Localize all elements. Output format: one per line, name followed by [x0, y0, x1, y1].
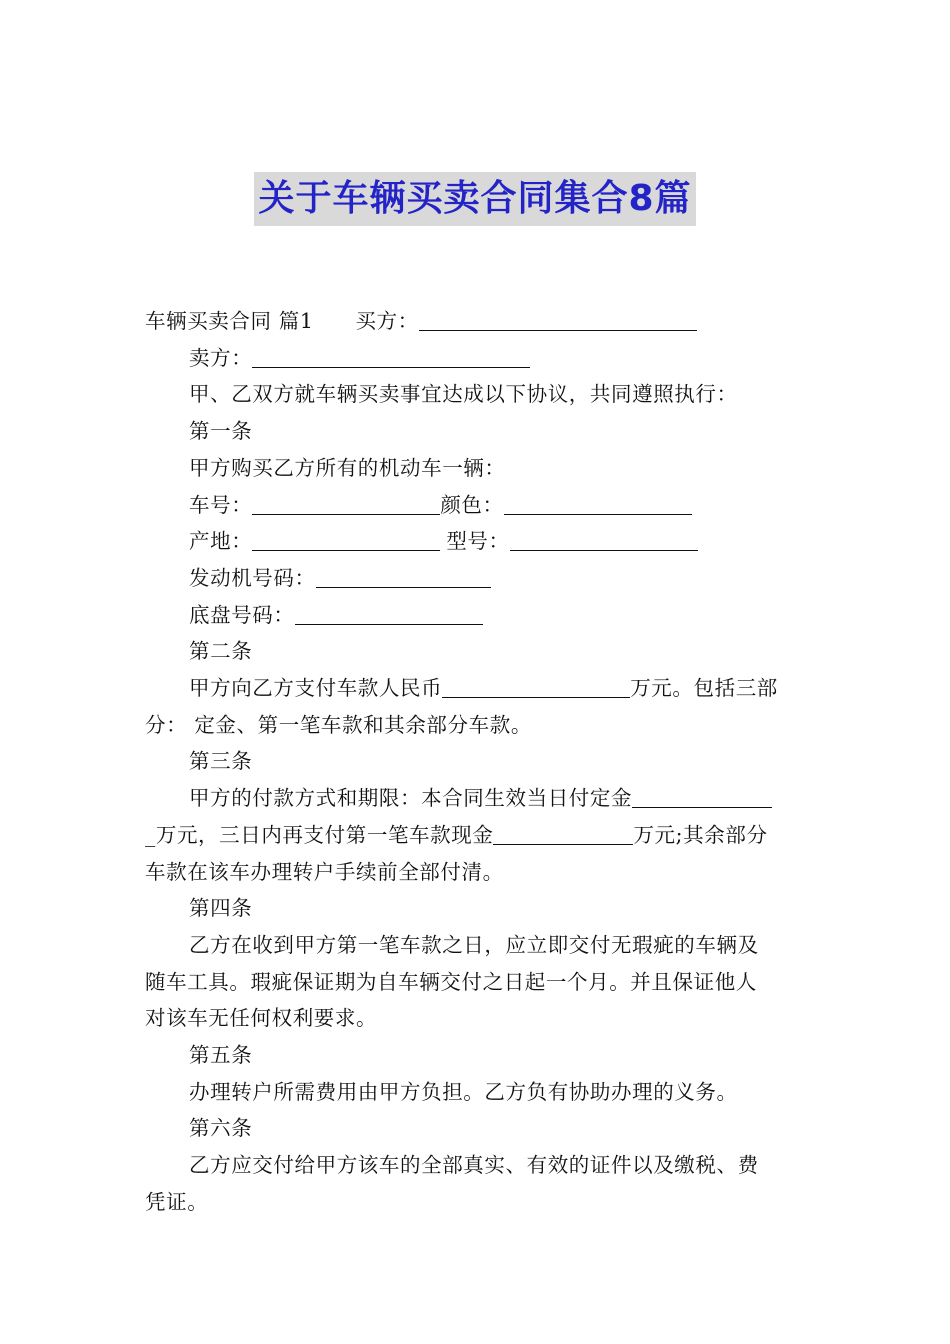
origin-blank	[252, 530, 440, 551]
contract-body	[145, 303, 807, 1221]
engine-blank	[316, 567, 491, 588]
line-engine	[145, 560, 807, 597]
payment-text: 甲方的付款方式和期限：本合同生效当日付定金	[189, 786, 633, 811]
line-payment-2	[145, 817, 807, 854]
seller-label: 卖方：	[189, 345, 253, 370]
origin-label: 产地：	[189, 529, 253, 554]
article-5-heading: 第五条	[189, 1043, 253, 1068]
line-purchase: 甲方购买乙方所有的机动车一辆：	[189, 455, 506, 480]
line-seller	[145, 340, 807, 377]
deposit-blank	[632, 787, 772, 808]
plate-blank	[252, 494, 440, 515]
line-payment	[145, 780, 807, 817]
price-blank	[442, 677, 630, 698]
title-wrap	[0, 172, 950, 226]
line-chassis	[145, 597, 807, 634]
color-label: 颜色：	[440, 492, 504, 517]
chassis-label: 底盘号码：	[189, 602, 295, 627]
article-1-heading: 第一条	[189, 419, 253, 444]
line-documents: 乙方应交付给甲方该车的全部真实、有效的证件以及缴税、费	[189, 1153, 759, 1178]
line-transfer: 办理转户所需费用由甲方负担。乙方负有协助办理的义务。	[189, 1079, 738, 1104]
seller-blank	[252, 347, 530, 368]
line-heading-buyer	[145, 303, 807, 340]
article-6-heading: 第六条	[189, 1116, 253, 1141]
plate-label: 车号：	[189, 492, 253, 517]
line-documents-2: 凭证。	[145, 1189, 209, 1214]
model-blank	[510, 530, 698, 551]
buyer-label: 买方：	[355, 309, 419, 333]
article-2-heading: 第二条	[189, 639, 253, 664]
price-text: 甲方向乙方支付车款人民币	[189, 676, 443, 701]
chassis-blank	[295, 604, 483, 625]
line-delivery-3: 对该车无任何权利要求。	[145, 1006, 378, 1031]
line-plate-color	[145, 487, 807, 524]
article-3-heading: 第三条	[189, 749, 253, 774]
payment-text-2: _万元，三日内再支付第一笔车款现金	[145, 822, 494, 847]
document-title: 关于车辆买卖合同集合8篇	[254, 172, 695, 226]
color-blank	[504, 494, 692, 515]
line-origin-model	[145, 523, 807, 560]
engine-label: 发动机号码：	[189, 565, 316, 590]
article-4-heading: 第四条	[189, 896, 253, 921]
first-payment-blank	[493, 824, 633, 845]
line-agreement: 甲、乙双方就车辆买卖事宜达成以下协议，共同遵照执行：	[189, 382, 738, 407]
line-delivery: 乙方在收到甲方第一笔车款之日，应立即交付无瑕疵的车辆及	[189, 932, 759, 957]
price-text-2: 万元。包括三部	[630, 676, 778, 701]
payment-text-3: 万元;其余部分	[633, 822, 768, 847]
contract-heading: 车辆买卖合同 篇1	[145, 309, 314, 333]
buyer-blank	[419, 310, 697, 331]
line-price	[145, 670, 807, 707]
line-delivery-2: 随车工具。瑕疵保证期为自车辆交付之日起一个月。并且保证他人	[145, 969, 757, 994]
model-label: 型号：	[446, 529, 510, 554]
line-price-parts: 分： 定金、第一笔车款和其余部分车款。	[145, 712, 532, 737]
line-payment-3: 车款在该车办理转户手续前全部付清。	[145, 859, 504, 884]
